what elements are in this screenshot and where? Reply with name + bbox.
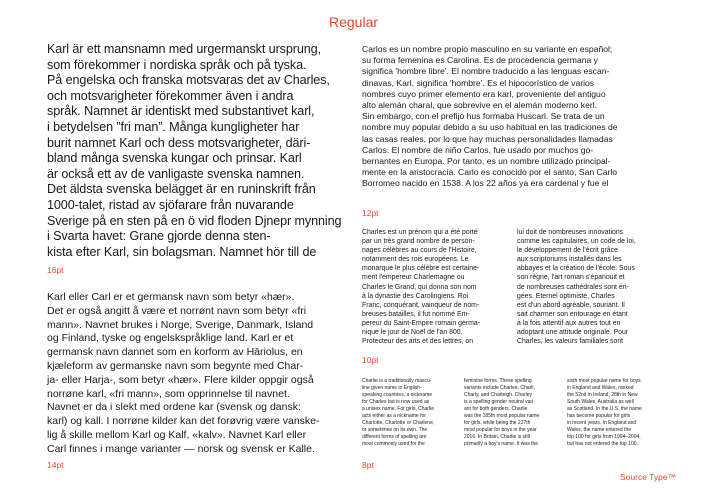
text-line: Sverige på en sten på en ö vid floden Djnepr mynning — [47, 213, 342, 228]
text-line: gées. Eternel optimiste, Charles — [517, 292, 615, 300]
text-line: in England and Wales, ranked — [567, 385, 634, 391]
text-line: burit namnet Karl och dess motsvarigheter, däri- — [47, 135, 311, 150]
text-line: has become popular for girls — [567, 413, 631, 419]
text-line: nombre muy popular debido a su uso habitual en las tradiciones de — [362, 122, 618, 133]
text-line: Charly, and Charleigh. Charley — [464, 392, 532, 398]
text-line: Carlos. El nombre de niño Carlos, fue usado por muchos go- — [362, 144, 594, 155]
text-line: par un très grand nombre de person- — [362, 238, 475, 246]
text-line: à la fois attentif aux autres tout en — [517, 319, 621, 327]
specimen-8pt-column-1 — [362, 378, 434, 448]
size-label-14pt: 14pt — [47, 460, 64, 470]
text-line: son règne, l'art roman s'épanouit et — [517, 274, 625, 282]
text-line: las casas reales, por lo que hay muchas personalidades llamadas — [362, 133, 613, 144]
text-line: Charlie is a traditionally mascu- — [362, 378, 432, 384]
text-line: notamment des rois européens. Le — [362, 256, 469, 264]
text-line: och motsvarigheter förekommer även i andra — [47, 88, 294, 103]
text-line: norrøne karl, «fri mann», som opprinnelse til navnet. — [47, 387, 290, 400]
text-line: lig å skille mellom Karl og Kalf, «kalv». Navnet Karl eller — [47, 428, 307, 441]
text-line: for girls, while being the 227th — [464, 420, 531, 426]
text-line: sait charmer son entourage en étant — [517, 310, 628, 318]
text-line: Det äldsta svenska belägget är en runinskrift från — [47, 182, 316, 197]
text-line: South Wales, Australia as well — [567, 399, 634, 405]
text-line: in recent years. In England and — [567, 420, 637, 426]
text-line: speaking countries, a nickname — [362, 392, 433, 398]
text-line: i betydelsen ”fri man”. Många kungligheter har — [47, 119, 300, 134]
text-line: acts either as a nickname for — [362, 413, 426, 419]
text-line: à la dynastie des Carolingiens. Roi — [362, 292, 469, 300]
size-label-8pt: 8pt — [362, 460, 374, 470]
specimen-8pt-column-2 — [464, 378, 539, 448]
text-line: nombres cuyo primer elemento era karl, proveniente del antiguo — [362, 88, 606, 99]
text-line: lui doit de nombreuses innovations — [517, 229, 624, 236]
specimen-8pt-column-3 — [567, 378, 642, 448]
text-line: most commonly used for the — [362, 441, 425, 447]
text-line: the 52nd in Ireland, 28th in New — [567, 392, 638, 398]
text-line: breuses batailles, il fut nommé Em- — [362, 310, 470, 318]
text-line: är också ett av de vanligaste svenska namnen. — [47, 166, 305, 181]
text-line: Navnet er da i slekt med ordene kar (svensk og dansk: — [47, 401, 301, 414]
text-line: mente en la aristocracia. Carlo es conocido por el santo, San Carlo — [362, 167, 618, 178]
text-line: variants include Charlee, Charli, — [464, 385, 535, 391]
text-line: bernantes en Europa. Por tanto, es un nombre utilizado principal- — [362, 156, 611, 167]
text-line: de nombreuses cathédrales sont éri- — [517, 283, 629, 291]
text-line: Det er også angitt å være et norrønt navn som betyr «fri — [47, 304, 307, 317]
text-line: i Svarta havet: Grane gjorde denna sten- — [47, 229, 271, 244]
text-line: Karl eller Carl er et germansk navn som betyr «hær». — [47, 291, 295, 303]
text-line: Wales, the name entered the — [567, 427, 632, 433]
text-line: På engelska och franska motsvaras det av Charles, — [47, 73, 330, 88]
text-line: aux scriptoriums installés dans les — [517, 256, 622, 264]
size-label-16pt: 16pt — [47, 265, 64, 275]
text-line: significa 'hombre libre'. El nombre traducido a las lenguas escan- — [362, 66, 610, 77]
text-line: Charles le Grand, qui donna son nom — [362, 283, 477, 291]
page-title: Regular — [328, 14, 379, 30]
text-line: mann». Navnet brukes i Norge, Sverige, Danmark, Island — [47, 318, 314, 331]
text-line: but has not entered the top 100. — [567, 441, 638, 447]
text-line: Charles, les valeurs familiales sont — [517, 338, 624, 346]
text-line: different forms of spelling are — [362, 434, 427, 440]
text-line: or sometimes on its own. The — [362, 427, 428, 433]
text-line: som förekommer i nordiska språk och på tyska. — [47, 57, 307, 72]
text-line: for Charles but is now used as — [362, 399, 430, 405]
text-line: as Scotland. In the U.S. the name — [567, 406, 642, 412]
text-line: alto alemán charal, que sobrevive en el alemán moderno kerl. — [362, 100, 598, 111]
specimen-10pt-column-1 — [362, 228, 480, 346]
text-line: most popular for boys in the year — [464, 427, 537, 433]
size-label-12pt: 12pt — [362, 208, 379, 218]
text-line: bland många svenska kungar och prinsar. Karl — [47, 151, 302, 166]
text-line: top 100 for girls from 1994–2004, — [567, 434, 641, 440]
text-line: kjæleform av germanske navn som begynte med Char- — [47, 359, 304, 372]
text-line: Carlos es un nombre propio masculino en su variante en español; — [362, 44, 613, 54]
text-line: dinavas, Karl, significa 'hombre'. Es el hipocorístico de varios — [362, 77, 595, 88]
text-line: line given name in English- — [362, 385, 422, 391]
text-line: monarque le plus célèbre est certaine- — [362, 265, 480, 273]
text-line: feminine forms. These spelling — [464, 378, 532, 384]
text-line: ja- eller Harja-, som betyr «hær». Flere kilder oppgir også — [47, 373, 314, 386]
brand-label: Source Type™ — [620, 472, 677, 482]
text-line: adoptant une attitude originale. Pour — [517, 329, 629, 337]
text-line: Borromeo nacido en 1538. A los 22 años ya era cardenal y fue el — [362, 178, 609, 189]
text-line: Franc, conquérant, vainqueur de nom- — [362, 301, 480, 309]
text-line: kista efter Karl, sin bolagsman. Namnet hör till de — [47, 244, 317, 259]
text-line: Charles est un prénom qui a été porté — [362, 229, 478, 236]
text-line: comme les capitulaires, un code de loi, — [517, 238, 636, 246]
text-line: pereur du Saint-Empire romain germa- — [362, 319, 480, 327]
text-line: og Finland, tyske og engelskspråklige land. Karl er et — [47, 332, 294, 345]
text-line: est d'un abord agréable, souriant. Il — [517, 301, 625, 309]
specimen-14pt-text — [47, 291, 320, 457]
text-line: germansk navn dannet som en korform av Hāriolus, en — [47, 346, 303, 359]
specimen-16pt-text — [47, 42, 341, 260]
text-line: Sin embargo, con el prefijo hus formaba Huscarl. Se trata de un — [362, 111, 605, 122]
text-line: Carl finnes i mange varianter — norsk og svensk er Kalle. — [47, 442, 315, 455]
text-line: abbayes et la création de l'école. Sous — [517, 265, 635, 273]
text-line: 1000-talet, ristad av sjöfarare från nuvarande — [47, 197, 294, 212]
text-line: was the 185th most popular name — [464, 413, 540, 419]
text-line: ant for both genders. Charlie — [464, 406, 528, 412]
text-line: språk. Namnet är identiskt med substantivet karl, — [47, 104, 315, 119]
text-line: nique le jour de Noël de l'an 800. — [362, 329, 463, 337]
text-line: is a spelling gender neutral vari- — [464, 399, 535, 405]
text-line: Protecteur des arts et des lettres, on — [362, 338, 474, 346]
text-line: ment l'empereur Charlemagne ou — [362, 274, 465, 282]
text-line: Charlotte, Charlotte or Charlene, — [362, 420, 435, 426]
text-line: primarily a boy's name. It was the — [464, 441, 539, 447]
text-line: le développement de l'écrit grâce — [517, 247, 618, 255]
text-line: karl) og kall. I norrøne kilder kan det forøvrig være vanske- — [47, 415, 320, 428]
text-line: su forma femenina es Carolina. Es de procedencia germana y — [362, 55, 598, 66]
text-line: 2016. In Britain, Charlie is still — [464, 434, 530, 440]
text-line: a unisex name. For girls, Charlie — [362, 406, 434, 412]
size-label-10pt: 10pt — [362, 355, 379, 365]
text-line: nages célèbres au cours de l'Histoire, — [362, 247, 477, 255]
specimen-10pt-column-2 — [517, 228, 636, 346]
text-line: sixth most popular name for boys — [567, 378, 641, 384]
text-line: Karl är ett mansnamn med urgermanskt ursprung, — [47, 42, 321, 56]
specimen-12pt-text — [362, 44, 618, 190]
